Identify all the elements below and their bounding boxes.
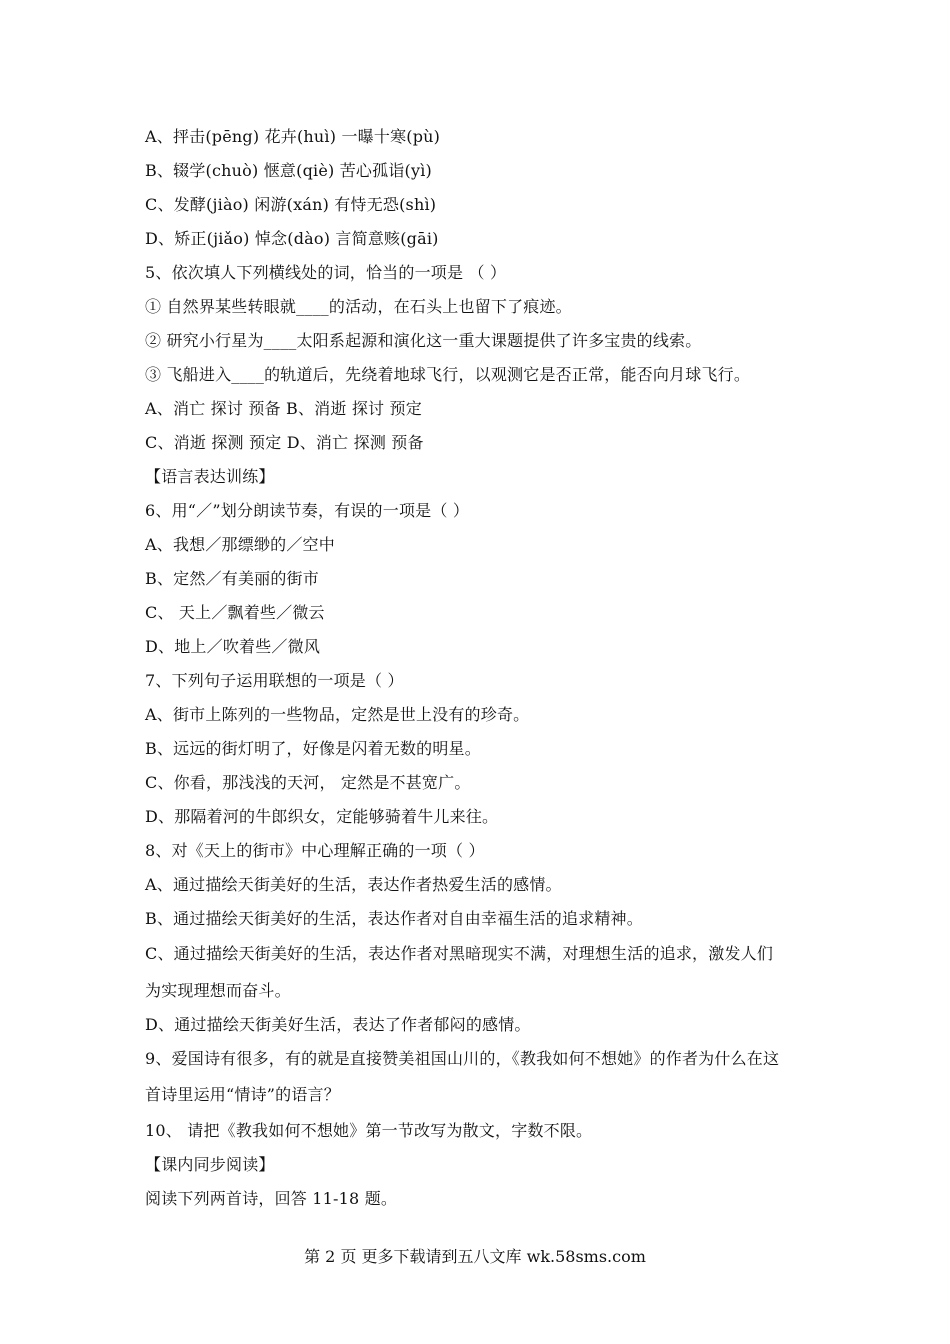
question-8-option-c: C、通过描绘天街美好的生活，表达作者对黑暗现实不满，对理想生活的追求，激发人们 — [145, 944, 774, 963]
question-5-sentence-1: ① 自然界某些转眼就____的活动，在石头上也留下了痕迹。 — [145, 297, 572, 316]
question-8-option-c-continued: 为实现理想而奋斗。 — [145, 981, 291, 1000]
option-a-pinyin: A、抨击(pēng) 花卉(huì) 一曝十寒(pù) — [145, 127, 441, 146]
question-6-option-c: C、 天上／飘着些／微云 — [145, 603, 325, 622]
question-10: 10、 请把《教我如何不想她》第一节改写为散文，字数不限。 — [145, 1121, 593, 1140]
question-7-option-a: A、街市上陈列的一些物品，定然是世上没有的珍奇。 — [145, 705, 530, 724]
question-9: 9、爱国诗有很多，有的就是直接赞美祖国山川的，《教我如何不想她》的作者为什么在这 — [145, 1049, 780, 1068]
question-7: 7、下列句子运用联想的一项是（ ） — [145, 671, 404, 690]
section-heading-in-class-reading: 【课内同步阅读】 — [145, 1155, 275, 1174]
question-6-option-d: D、地上／吹着些／微风 — [145, 637, 321, 656]
question-7-option-b: B、远远的街灯明了，好像是闪着无数的明星。 — [145, 739, 481, 758]
question-9-continued: 首诗里运用“情诗”的语言？ — [145, 1085, 340, 1104]
question-6: 6、用“／”划分朗读节奏，有误的一项是（ ） — [145, 501, 470, 520]
question-5: 5、依次填人下列横线处的词，恰当的一项是 （ ） — [145, 263, 507, 282]
option-b-pinyin: B、辍学(chuò) 惬意(qiè) 苦心孤诣(yì) — [145, 161, 432, 180]
question-5-sentence-2: ② 研究小行星为____太阳系起源和演化这一重大课题提供了许多宝贵的线索。 — [145, 331, 702, 350]
question-6-option-a: A、我想／那缥缈的／空中 — [145, 535, 335, 554]
question-5-sentence-3: ③ 飞船进入____的轨道后，先绕着地球飞行，以观测它是否正常，能否向月球飞行。 — [145, 365, 751, 384]
page-footer: 第 2 页 更多下载请到五八文库 wk.58sms.com — [304, 1247, 646, 1266]
option-d-pinyin: D、矫正(jiǎo) 悼念(dào) 言简意赅(gāi) — [145, 229, 439, 248]
question-7-option-c: C、你看，那浅浅的天河， 定然是不甚宽广。 — [145, 773, 471, 792]
reading-instruction: 阅读下列两首诗，回答 11-18 题。 — [145, 1189, 398, 1208]
question-8-option-a: A、通过描绘天街美好的生活，表达作者热爱生活的感情。 — [145, 875, 562, 894]
question-6-option-b: B、定然／有美丽的街市 — [145, 569, 319, 588]
option-c-pinyin: C、发酵(jiào) 闲游(xán) 有恃无恐(shì) — [145, 195, 437, 214]
question-5-options-ab: A、消亡 探讨 预备 B、消逝 探讨 预定 — [145, 399, 422, 418]
question-8-option-b: B、通过描绘天街美好的生活，表达作者对自由幸福生活的追求精神。 — [145, 909, 643, 928]
question-7-option-d: D、那隔着河的牛郎织女，定能够骑着牛儿来往。 — [145, 807, 499, 826]
section-heading-language-expression: 【语言表达训练】 — [145, 467, 275, 486]
question-8: 8、对《天上的街市》中心理解正确的一项（ ） — [145, 841, 485, 860]
question-5-options-cd: C、消逝 探测 预定 D、消亡 探测 预备 — [145, 433, 424, 452]
question-8-option-d: D、通过描绘天街美好生活，表达了作者郁闷的感情。 — [145, 1015, 531, 1034]
